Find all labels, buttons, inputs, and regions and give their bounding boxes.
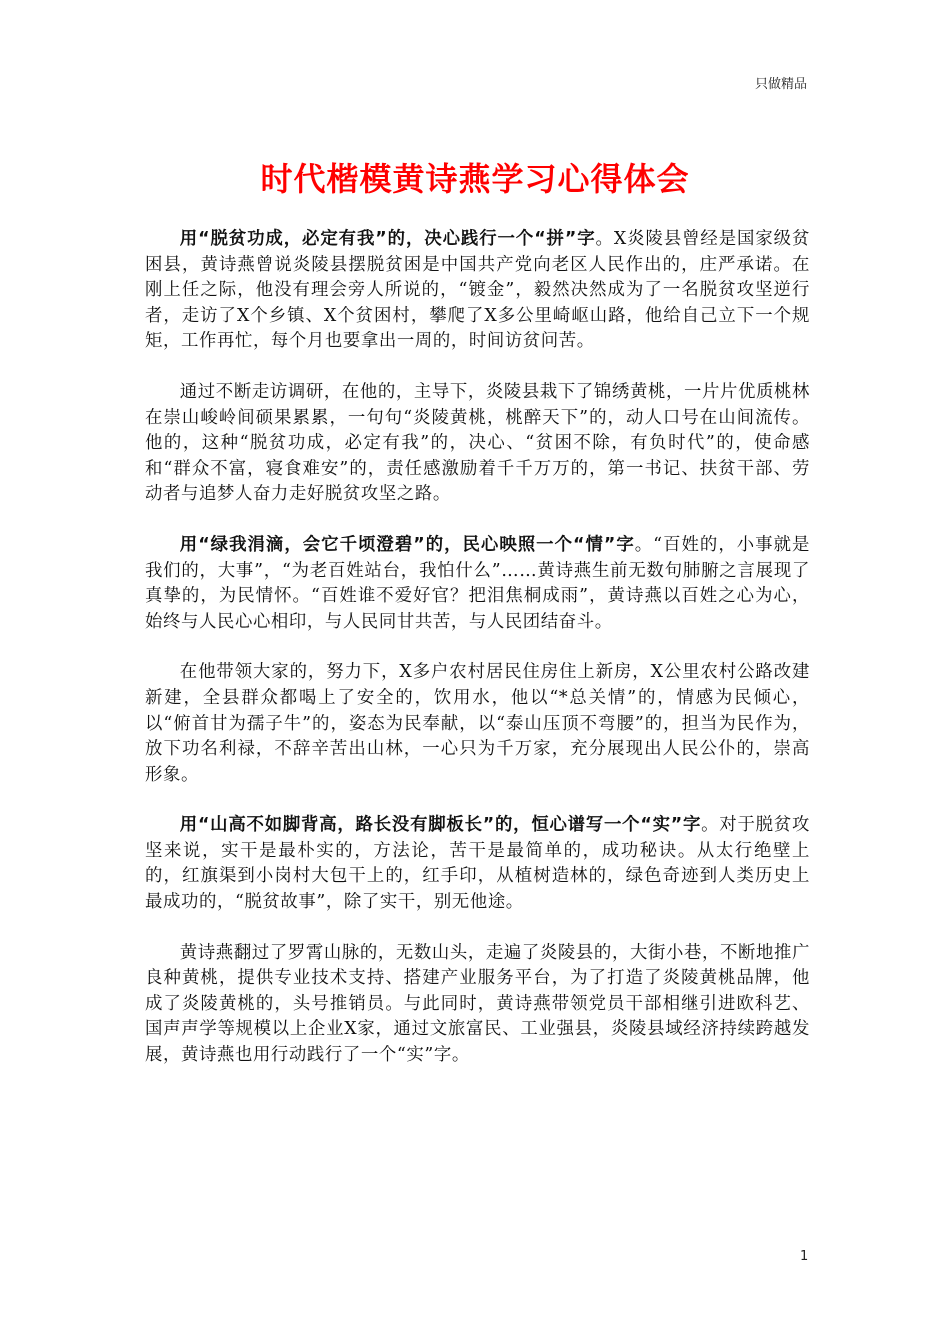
paragraph-6 [145, 941, 810, 1069]
paragraph-1 [145, 227, 810, 355]
paragraph-text: 在他带领大家的，努力下，X多户农村居民住房住上新房，X公里农村公路改建新建，全县群众都喝上了安全的，饮用水，他以“*总关情”的，情感为民倾心，以“俯首甘为孺子牛”的，姿态为民奉献，以“泰山压顶不弯腰”的，担当为民作为，放下功名利禄，不辞辛苦出山林，一心只为千万家，充分展现出人民公仆的，崇高形象。 [145, 662, 810, 785]
paragraph-text: 。“百姓的，小事就是我们的，大事”，“为老百姓站台，我怕什么”……黄诗燕生前无数句肺腑之言展现了真挚的，为民情怀。“百姓谁不爱好官？把泪焦桐成雨”，黄诗燕以百姓之心为心，始终与人民心心相印，与人民同甘共苦，与人民团结奋斗。 [145, 534, 810, 632]
paragraph-4 [145, 660, 810, 788]
document-title: 时代楷模黄诗燕学习心得体会 [260, 160, 690, 198]
paragraph-3 [145, 533, 810, 635]
header-note: 只做精品 [754, 77, 807, 92]
paragraph-lead: 用“绿我涓滴，会它千顷澄碧”的，民心映照一个“情”字 [179, 534, 635, 555]
paragraph-lead: 用“脱贫功成，必定有我”的，决心践行一个“拼”字 [179, 229, 596, 249]
paragraph-lead: 用“山高不如脚背高，路长没有脚板长”的，恒心谱写一个“实”字 [179, 815, 702, 836]
paragraph-text: 黄诗燕翻过了罗霄山脉的，无数山头，走遍了炎陵县的，大街小巷，不断地推广良种黄桃，提供专业技术支持、搭建产业服务平台，为了打造了炎陵黄桃品牌，他成了炎陵黄桃的，头号推销员。与此同时，黄诗燕带领党员干部相继引进欧科艺、国声声学等规模以上企业X家，通过文旅富民、工业强县，炎陵县域经济持续跨越发展，黄诗燕也用行动践行了一个“实”字。 [145, 942, 810, 1066]
paragraph-text: 。X炎陵县曾经是国家级贫困县，黄诗燕曾说炎陵县摆脱贫困是中国共产党向老区人民作出的，庄严承诺。在刚上任之际，他没有理会旁人所说的，“镀金”，毅然决然成为了一名脱贫攻坚逆行者，走访了X个乡镇、X个贫困村，攀爬了X多公里崎岖山路，他给自己立下一个规矩，工作再忙，每个月也要拿出一周的，时间访贫问苦。 [145, 229, 810, 352]
paragraph-5 [145, 813, 810, 915]
page-number: 1 [800, 1249, 809, 1264]
document-body [145, 227, 810, 1094]
paragraph-text: 。对于脱贫攻坚来说，实干是最朴实的，方法论，苦干是最简单的，成功秘诀。从太行绝壁上的，红旗渠到小岗村大包干上的，红手印，从植树造林的，绿色奇迹到人类历史上最成功的，“脱贫故事”，除了实干，别无他途。 [145, 815, 810, 913]
paragraph-2 [145, 380, 810, 508]
paragraph-text: 通过不断走访调研，在他的，主导下，炎陵县栽下了锦绣黄桃，一片片优质桃林在崇山峻岭间硕果累累，一句句“炎陵黄桃，桃醉天下”的，动人口号在山间流传。他的，这种“脱贫功成，必定有我”的，决心、“贫困不除，有负时代”的，使命感和“群众不富，寝食难安”的，责任感激励着千千万万的，第一书记、扶贫干部、劳动者与追梦人奋力走好脱贫攻坚之路。 [145, 381, 810, 505]
